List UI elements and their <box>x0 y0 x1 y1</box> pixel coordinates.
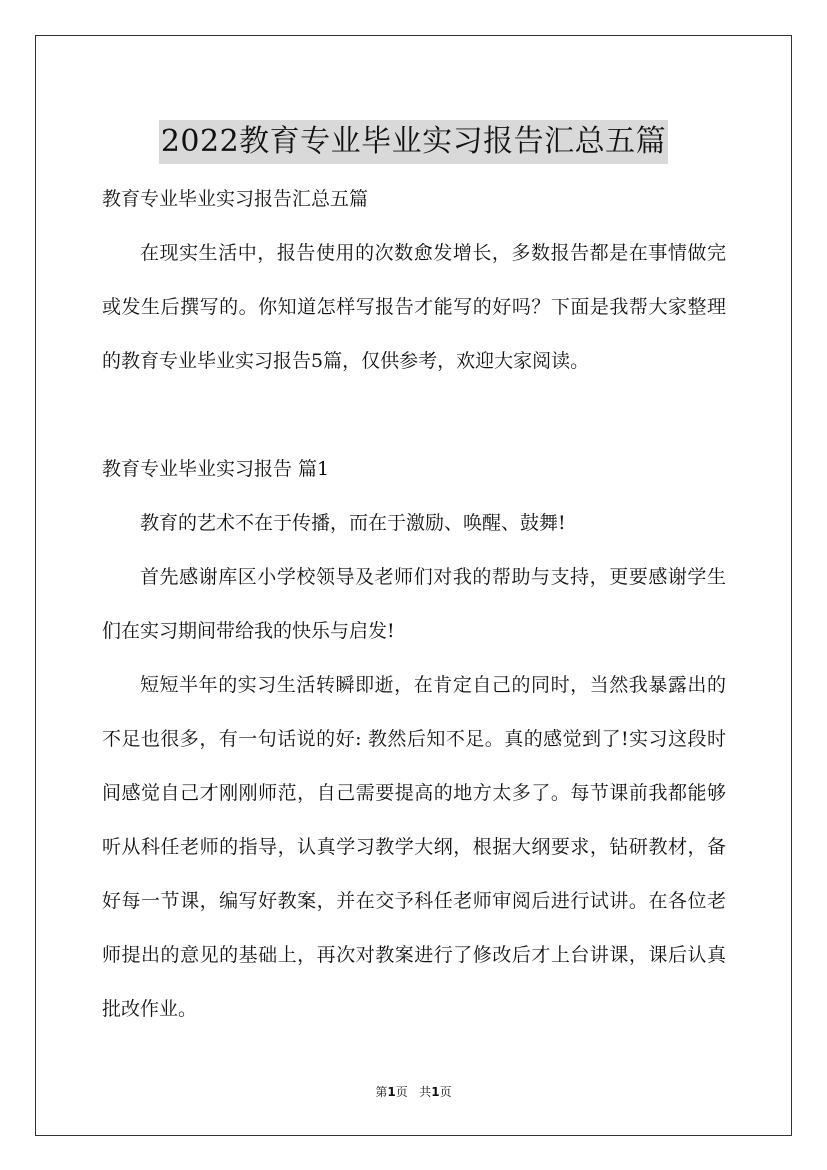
document-body <box>102 172 726 1036</box>
total-suffix: 页 <box>439 1085 452 1099</box>
document-title: 2022教育专业毕业实习报告汇总五篇 <box>159 120 668 164</box>
body-paragraph-1: 教育的艺术不在于传播，而在于激励、唤醒、鼓舞! <box>140 512 566 534</box>
total-prefix: 共 <box>419 1085 432 1099</box>
page-footer <box>0 1084 827 1100</box>
document-subtitle: 教育专业毕业实习报告汇总五篇 <box>102 188 369 210</box>
section-heading: 教育专业毕业实习报告 篇1 <box>102 458 330 480</box>
body-paragraph-3: 短短半年的实习生活转瞬即逝，在肯定自己的同时，当然我暴露出的不足也很多，有一句话说的好: 教然后知不足。真的感觉到了!实习这段时间感觉自己才刚刚师范，自己需要提高的地方太多了。每节课前我都能够听从科任老师的指导，认真学习教学大纲，根据大纲要求，钻研教材，备好每一节课，编写好教案，并在交予科任老师审阅后进行试讲。在各位老师提出的意见的基础上，再次对教案进行了修改后才上台讲课，课后认真批改作业。 <box>102 674 726 1020</box>
spacer <box>102 388 726 442</box>
page-prefix: 第 <box>375 1085 388 1099</box>
total-pages: 1 <box>431 1085 440 1099</box>
page-number: 1 <box>387 1085 396 1099</box>
body-paragraph-2: 首先感谢库区小学校领导及老师们对我的帮助与支持，更要感谢学生们在实习期间带给我的快乐与启发! <box>102 566 726 642</box>
intro-paragraph: 在现实生活中，报告使用的次数愈发增长，多数报告都是在事情做完或发生后撰写的。你知道怎样写报告才能写的好吗？下面是我帮大家整理的教育专业毕业实习报告5篇，仅供参考，欢迎大家阅读。 <box>102 242 726 372</box>
page-suffix: 页 <box>395 1085 408 1099</box>
